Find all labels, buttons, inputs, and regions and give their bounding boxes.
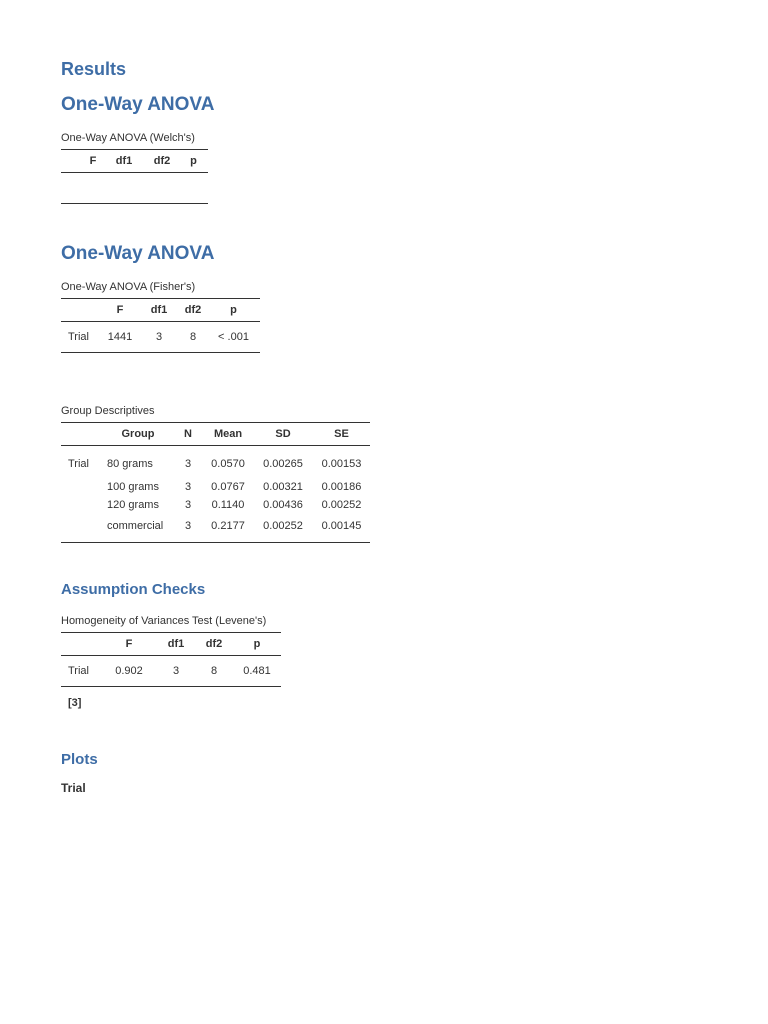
- welch-empty-body: [61, 173, 208, 204]
- fisher-col-f: F: [116, 304, 124, 316]
- fisher-table: [61, 298, 260, 353]
- desc-cell-n: 3: [184, 499, 192, 511]
- table-row: [61, 656, 281, 687]
- welch-table-bottom-rule: [61, 204, 208, 205]
- desc-row-label-empty: [61, 514, 103, 543]
- fisher-anova-heading: One-Way ANOVA: [61, 243, 215, 264]
- desc-cell-se: 0.00186: [321, 481, 362, 493]
- levene-col-p: p: [253, 638, 261, 650]
- desc-cell-group: 100 grams: [107, 481, 159, 493]
- desc-cell-n: 3: [184, 520, 192, 532]
- levene-row-label: Trial: [68, 665, 89, 677]
- fisher-cell-f: 1441: [107, 331, 133, 343]
- desc-cell-se: 0.00145: [321, 520, 362, 532]
- desc-cell-sd: 0.00321: [263, 481, 303, 493]
- desc-cell-group: 120 grams: [107, 499, 159, 511]
- desc-cell-sd: 0.00436: [263, 499, 303, 511]
- fisher-col-p: p: [230, 304, 237, 316]
- results-heading: Results: [61, 59, 127, 79]
- desc-cell-n: 3: [184, 458, 192, 470]
- levene-col-df2: df2: [205, 638, 223, 650]
- levene-table: [61, 632, 281, 687]
- fisher-cell-p: < .001: [218, 331, 249, 343]
- levene-cell-f: 0.902: [115, 665, 143, 677]
- desc-cell-mean: 0.2177: [211, 520, 245, 532]
- fisher-table-caption: One-Way ANOVA (Fisher's): [61, 281, 196, 293]
- desc-col-n: N: [184, 428, 192, 440]
- desc-cell-n: 3: [184, 481, 192, 493]
- fisher-col-blank: [61, 299, 101, 322]
- desc-cell-mean: 0.1140: [211, 499, 245, 511]
- levene-note: [3]: [68, 697, 82, 709]
- welch-col-blank: [61, 150, 83, 173]
- descriptives-table: [61, 422, 370, 543]
- levene-cell-p: 0.481: [243, 665, 271, 677]
- table-row: [61, 322, 260, 353]
- table-row: [61, 514, 370, 543]
- fisher-col-df2: df2: [184, 304, 202, 316]
- desc-row-label-empty: [61, 496, 103, 514]
- levene-col-df1: df1: [167, 638, 185, 650]
- welch-anova-heading: One-Way ANOVA: [61, 94, 215, 115]
- desc-col-blank: [61, 423, 103, 446]
- desc-cell-se: 0.00252: [321, 499, 362, 511]
- desc-col-sd: SD: [275, 428, 291, 440]
- desc-cell-sd: 0.00252: [263, 520, 303, 532]
- desc-cell-group: 80 grams: [107, 458, 153, 470]
- levene-col-f: F: [125, 638, 133, 650]
- levene-col-blank: [61, 633, 101, 656]
- assumption-checks-heading: Assumption Checks: [61, 581, 206, 598]
- plots-heading: Plots: [61, 751, 98, 768]
- desc-cell-mean: 0.0767: [211, 481, 245, 493]
- welch-col-df2: df2: [153, 155, 171, 167]
- desc-cell-sd: 0.00265: [263, 458, 303, 470]
- table-row: [61, 446, 370, 479]
- desc-cell-se: 0.00153: [321, 458, 362, 470]
- table-row: [61, 478, 370, 496]
- fisher-cell-df2: 8: [189, 331, 197, 343]
- desc-col-se: SE: [334, 428, 349, 440]
- plot-title-trial: Trial: [61, 781, 86, 795]
- desc-cell-mean: 0.0570: [211, 458, 245, 470]
- fisher-cell-df1: 3: [155, 331, 163, 343]
- welch-col-df1: df1: [115, 155, 133, 167]
- desc-col-group: Group: [121, 428, 155, 440]
- levene-table-caption: Homogeneity of Variances Test (Levene's): [61, 615, 267, 627]
- desc-cell-group: commercial: [107, 520, 164, 532]
- table-row: [61, 496, 370, 514]
- welch-table-caption: One-Way ANOVA (Welch's): [61, 132, 195, 144]
- fisher-col-df1: df1: [150, 304, 168, 316]
- levene-cell-df1: 3: [172, 665, 180, 677]
- desc-col-mean: Mean: [213, 428, 243, 440]
- descriptives-table-caption: Group Descriptives: [61, 405, 155, 417]
- fisher-row-label: Trial: [68, 331, 89, 343]
- welch-col-p: p: [190, 155, 197, 167]
- desc-row-label: Trial: [68, 458, 89, 470]
- welch-col-f: F: [89, 155, 97, 167]
- welch-table: [61, 149, 208, 204]
- levene-cell-df2: 8: [210, 665, 218, 677]
- desc-row-label-empty: [61, 478, 103, 496]
